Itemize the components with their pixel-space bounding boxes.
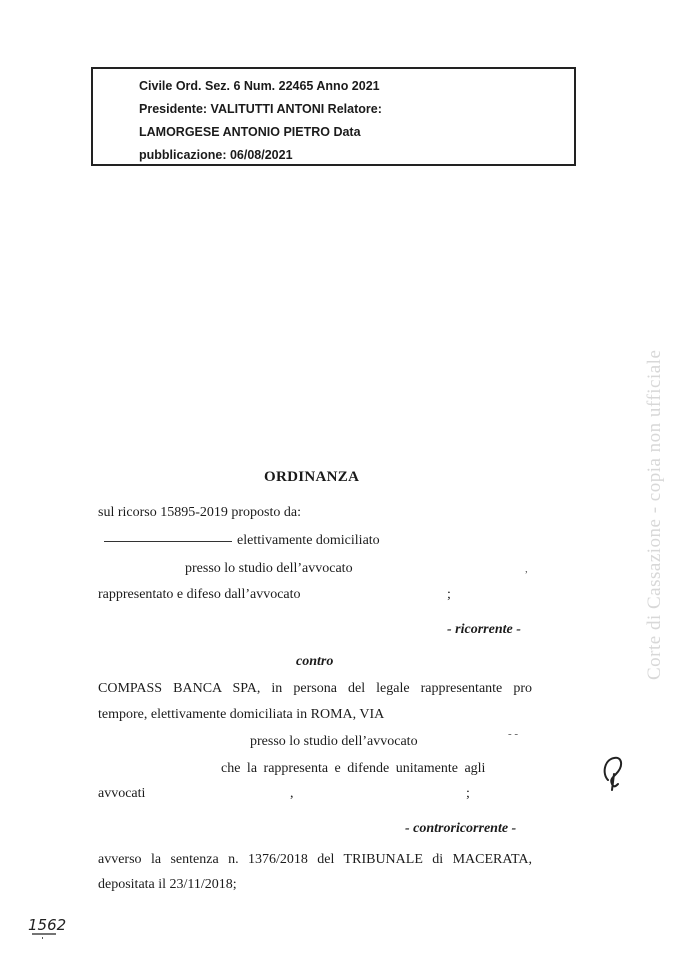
avvocati-label: avvocati [98, 786, 146, 801]
scan-speck: , [525, 563, 528, 575]
header-publication-date: pubblicazione: 06/08/2021 [139, 148, 293, 162]
page-number-text: 1562 [28, 916, 67, 934]
semicolon-mark-2: ; [466, 786, 470, 801]
watermark: Corte di Cassazione - copia non ufficiale [644, 349, 665, 680]
rappresenta-line: che la rappresenta e difende unitamente agli [221, 761, 486, 776]
presso-studio-line: presso lo studio dell’avvocato [185, 561, 353, 576]
semicolon-mark: ; [447, 587, 451, 602]
page-number-stamp [26, 910, 70, 942]
handwritten-signature-icon [598, 750, 632, 794]
document-title: ORDINANZA [264, 469, 360, 485]
header-relatore: LAMORGESE ANTONIO PIETRO Data [139, 125, 361, 139]
redacted-party-line [104, 541, 232, 542]
avverso-line-1: avverso la sentenza n. 1376/2018 del TRIBUNALE di MACERATA, [98, 852, 532, 867]
domiciliato-text: elettivamente domiciliato [237, 533, 380, 548]
avverso-line-2: depositata il 23/11/2018; [98, 877, 237, 892]
header-section-number: Civile Ord. Sez. 6 Num. 22465 Anno 2021 [139, 79, 380, 93]
comma-mark: , [290, 786, 294, 801]
compass-line-1: COMPASS BANCA SPA, in persona del legale rappresentante pro [98, 681, 532, 696]
ricorrente-label: - ricorrente - [447, 622, 521, 637]
header-presidente: Presidente: VALITUTTI ANTONI Relatore: [139, 102, 382, 116]
contro-label: contro [296, 654, 334, 669]
controricorrente-label: - controricorrente - [405, 821, 517, 836]
scan-speck: - - [508, 728, 519, 740]
ricorso-line: sul ricorso 15895-2019 proposto da: [98, 505, 301, 520]
presso-studio-line-2: presso lo studio dell’avvocato [250, 734, 418, 749]
document-header-box [91, 67, 576, 166]
compass-line-2: tempore, elettivamente domiciliata in ROMA, VIA [98, 707, 385, 722]
rappresentato-line: rappresentato e difeso dall’avvocato [98, 587, 301, 602]
